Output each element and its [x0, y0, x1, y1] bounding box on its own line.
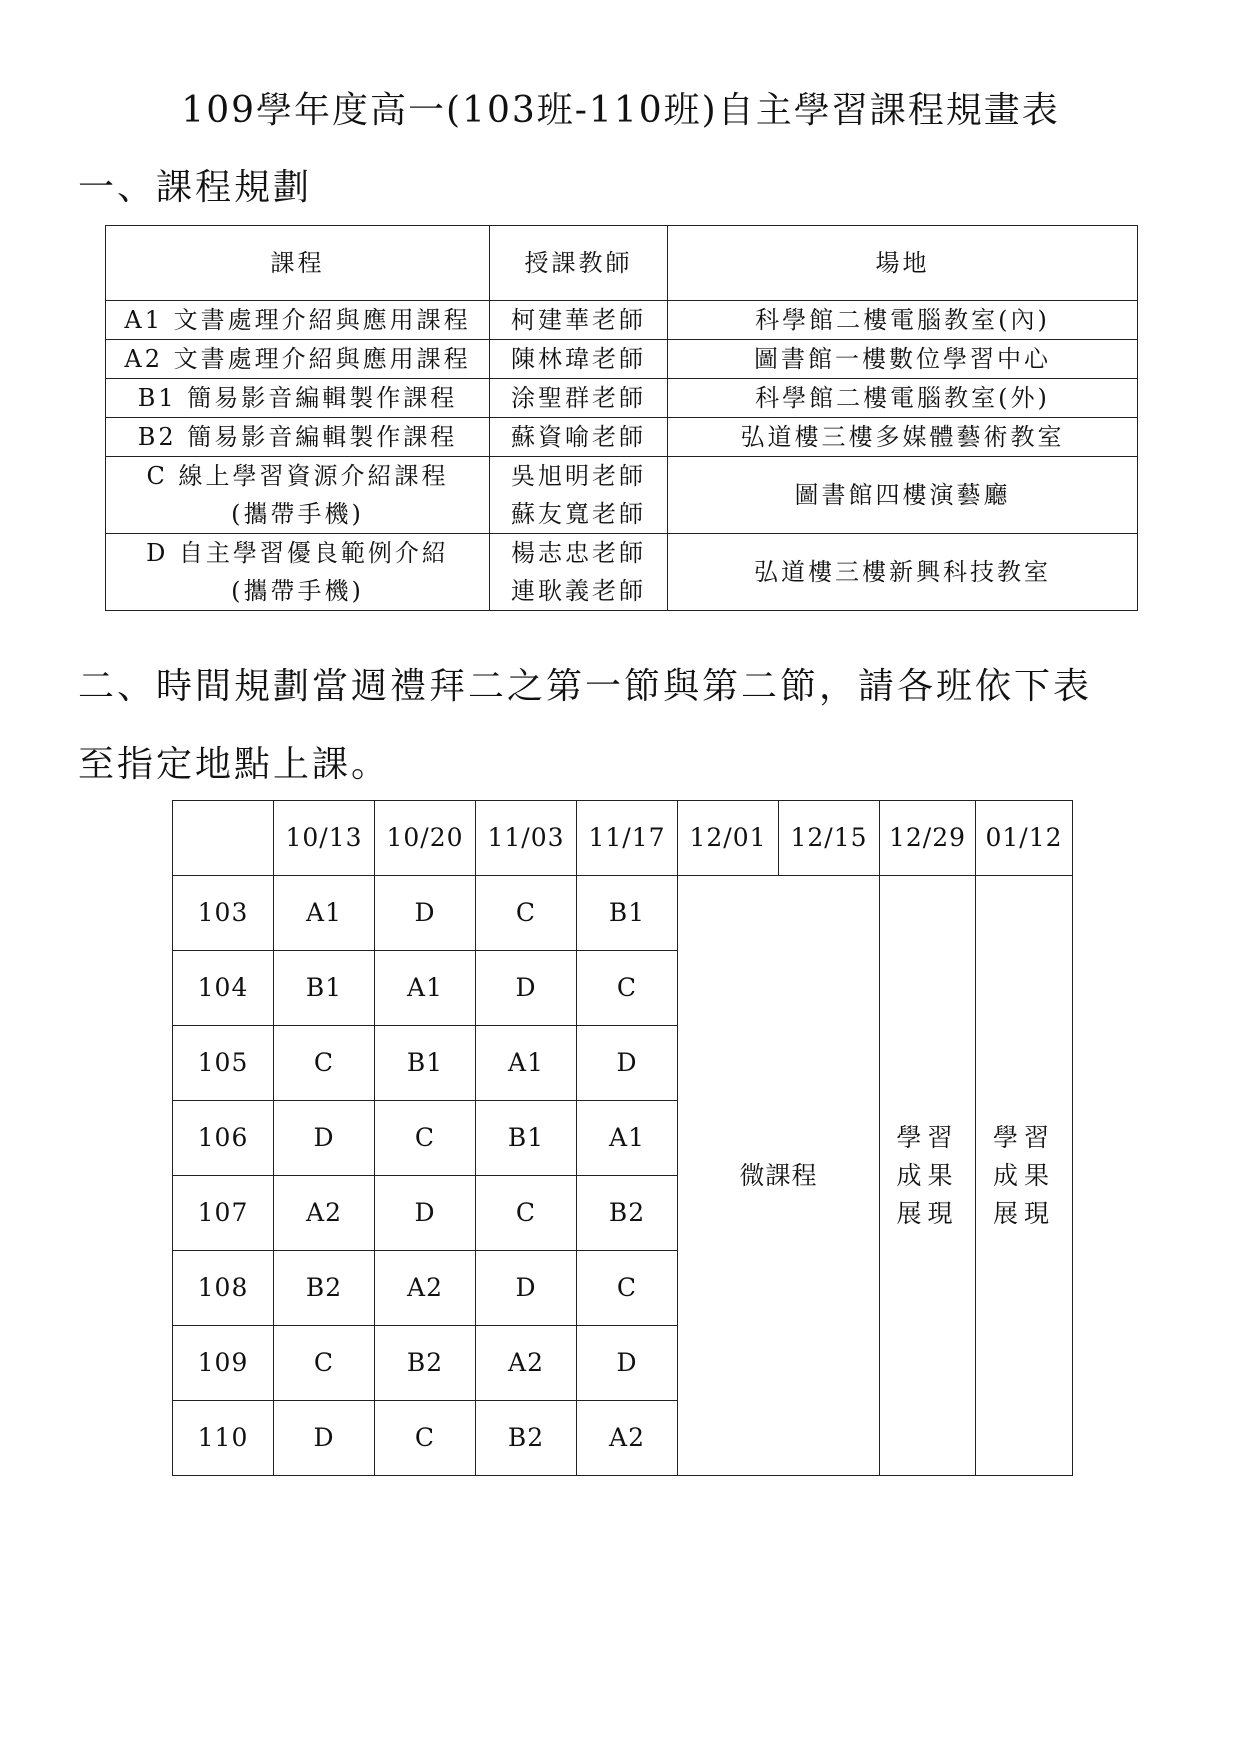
teacher-name: 蘇友寬老師 [511, 500, 646, 528]
course-name [106, 534, 490, 611]
class-number: 106 [173, 1101, 274, 1176]
date-header: 10/13 [274, 801, 375, 876]
course-teacher: 涂聖群老師 [490, 379, 668, 418]
course-code: C [274, 1026, 375, 1101]
course-code: B2 [476, 1401, 577, 1476]
header-course: 課程 [106, 226, 490, 301]
schedule-header-row [173, 801, 1073, 876]
course-teacher: 蘇資喻老師 [490, 418, 668, 457]
teacher-name: 吳旭明老師 [511, 462, 646, 490]
date-header: 11/03 [476, 801, 577, 876]
course-code: A2 [375, 1251, 476, 1326]
course-venue: 圖書館一樓數位學習中心 [668, 340, 1138, 379]
course-code: C [375, 1401, 476, 1476]
course-name: B2 簡易影音編輯製作課程 [106, 418, 490, 457]
showcase-cell-0112 [976, 876, 1073, 1476]
course-code: B2 [274, 1251, 375, 1326]
course-name: B1 簡易影音編輯製作課程 [106, 379, 490, 418]
course-code: B1 [274, 951, 375, 1026]
course-code: D [375, 876, 476, 951]
course-code: B2 [577, 1176, 678, 1251]
course-row [106, 534, 1138, 611]
course-code: A1 [274, 876, 375, 951]
date-header: 01/12 [976, 801, 1073, 876]
course-code: D [476, 1251, 577, 1326]
section2-heading-line2: 至指定地點上課。 [78, 744, 391, 785]
course-venue: 弘道樓三樓新興科技教室 [668, 534, 1138, 611]
course-teacher: 陳林瑋老師 [490, 340, 668, 379]
course-note: (攜帶手機) [231, 500, 364, 528]
course-code: B1 [476, 1101, 577, 1176]
course-code: D [577, 1026, 678, 1101]
showcase-cell-1229 [880, 876, 976, 1476]
course-row [106, 340, 1138, 379]
course-code: D [274, 1401, 375, 1476]
course-code: C [476, 876, 577, 951]
course-code: D [375, 1176, 476, 1251]
course-venue: 弘道樓三樓多媒體藝術教室 [668, 418, 1138, 457]
course-code: C [375, 1101, 476, 1176]
class-number: 107 [173, 1176, 274, 1251]
course-code: A2 [577, 1401, 678, 1476]
course-plan-table [105, 225, 1138, 611]
course-code: A1 [577, 1101, 678, 1176]
header-teacher: 授課教師 [490, 226, 668, 301]
corner-cell [173, 801, 274, 876]
class-number: 109 [173, 1326, 274, 1401]
course-code: C [274, 1326, 375, 1401]
showcase-line: 成果 [896, 1160, 959, 1190]
course-code: D [274, 1101, 375, 1176]
course-code: A1 [476, 1026, 577, 1101]
course-name: A1 文書處理介紹與應用課程 [106, 301, 490, 340]
course-name: A2 文書處理介紹與應用課程 [106, 340, 490, 379]
course-venue: 科學館二樓電腦教室(內) [668, 301, 1138, 340]
course-code: B1 [577, 876, 678, 951]
section2-heading-line1: 二、時間規劃當週禮拜二之第一節與第二節，請各班依下表 [78, 666, 1093, 707]
date-header: 12/01 [678, 801, 779, 876]
course-code: A1 [375, 951, 476, 1026]
date-header: 12/15 [779, 801, 880, 876]
course-table-header-row [106, 226, 1138, 301]
course-code: A2 [274, 1176, 375, 1251]
course-row [106, 379, 1138, 418]
date-header: 12/29 [880, 801, 976, 876]
header-venue: 場地 [668, 226, 1138, 301]
course-teacher [490, 534, 668, 611]
class-number: 105 [173, 1026, 274, 1101]
course-code: D [577, 1326, 678, 1401]
showcase-line: 學習 [992, 1122, 1055, 1152]
course-row [106, 301, 1138, 340]
course-name [106, 457, 490, 534]
showcase-line: 成果 [992, 1160, 1055, 1190]
class-number: 104 [173, 951, 274, 1026]
course-name-line: C 線上學習資源介紹課程 [146, 462, 449, 490]
course-code: B1 [375, 1026, 476, 1101]
course-code: B2 [375, 1326, 476, 1401]
date-header: 10/20 [375, 801, 476, 876]
course-code: C [476, 1176, 577, 1251]
course-note: (攜帶手機) [231, 577, 364, 605]
course-code: A2 [476, 1326, 577, 1401]
class-number: 110 [173, 1401, 274, 1476]
teacher-name: 連耿義老師 [511, 577, 646, 605]
page-title: 109學年度高一(103班-110班)自主學習課程規畫表 [181, 90, 1060, 131]
course-code: C [577, 951, 678, 1026]
showcase-line: 展現 [896, 1198, 959, 1228]
course-code: C [577, 1251, 678, 1326]
course-venue: 圖書館四樓演藝廳 [668, 457, 1138, 534]
date-header: 11/17 [577, 801, 678, 876]
micro-course-cell: 微課程 [678, 876, 880, 1476]
showcase-line: 學習 [896, 1122, 959, 1152]
course-code: D [476, 951, 577, 1026]
class-schedule-table [172, 800, 1073, 1476]
course-teacher: 柯建華老師 [490, 301, 668, 340]
teacher-name: 楊志忠老師 [511, 539, 646, 567]
course-row [106, 418, 1138, 457]
schedule-row [173, 876, 1073, 951]
section1-heading: 一、課程規劃 [78, 167, 313, 208]
course-name-line: D 自主學習優良範例介紹 [146, 539, 449, 567]
course-row [106, 457, 1138, 534]
course-venue: 科學館二樓電腦教室(外) [668, 379, 1138, 418]
showcase-line: 展現 [992, 1198, 1055, 1228]
class-number: 108 [173, 1251, 274, 1326]
course-teacher [490, 457, 668, 534]
class-number: 103 [173, 876, 274, 951]
